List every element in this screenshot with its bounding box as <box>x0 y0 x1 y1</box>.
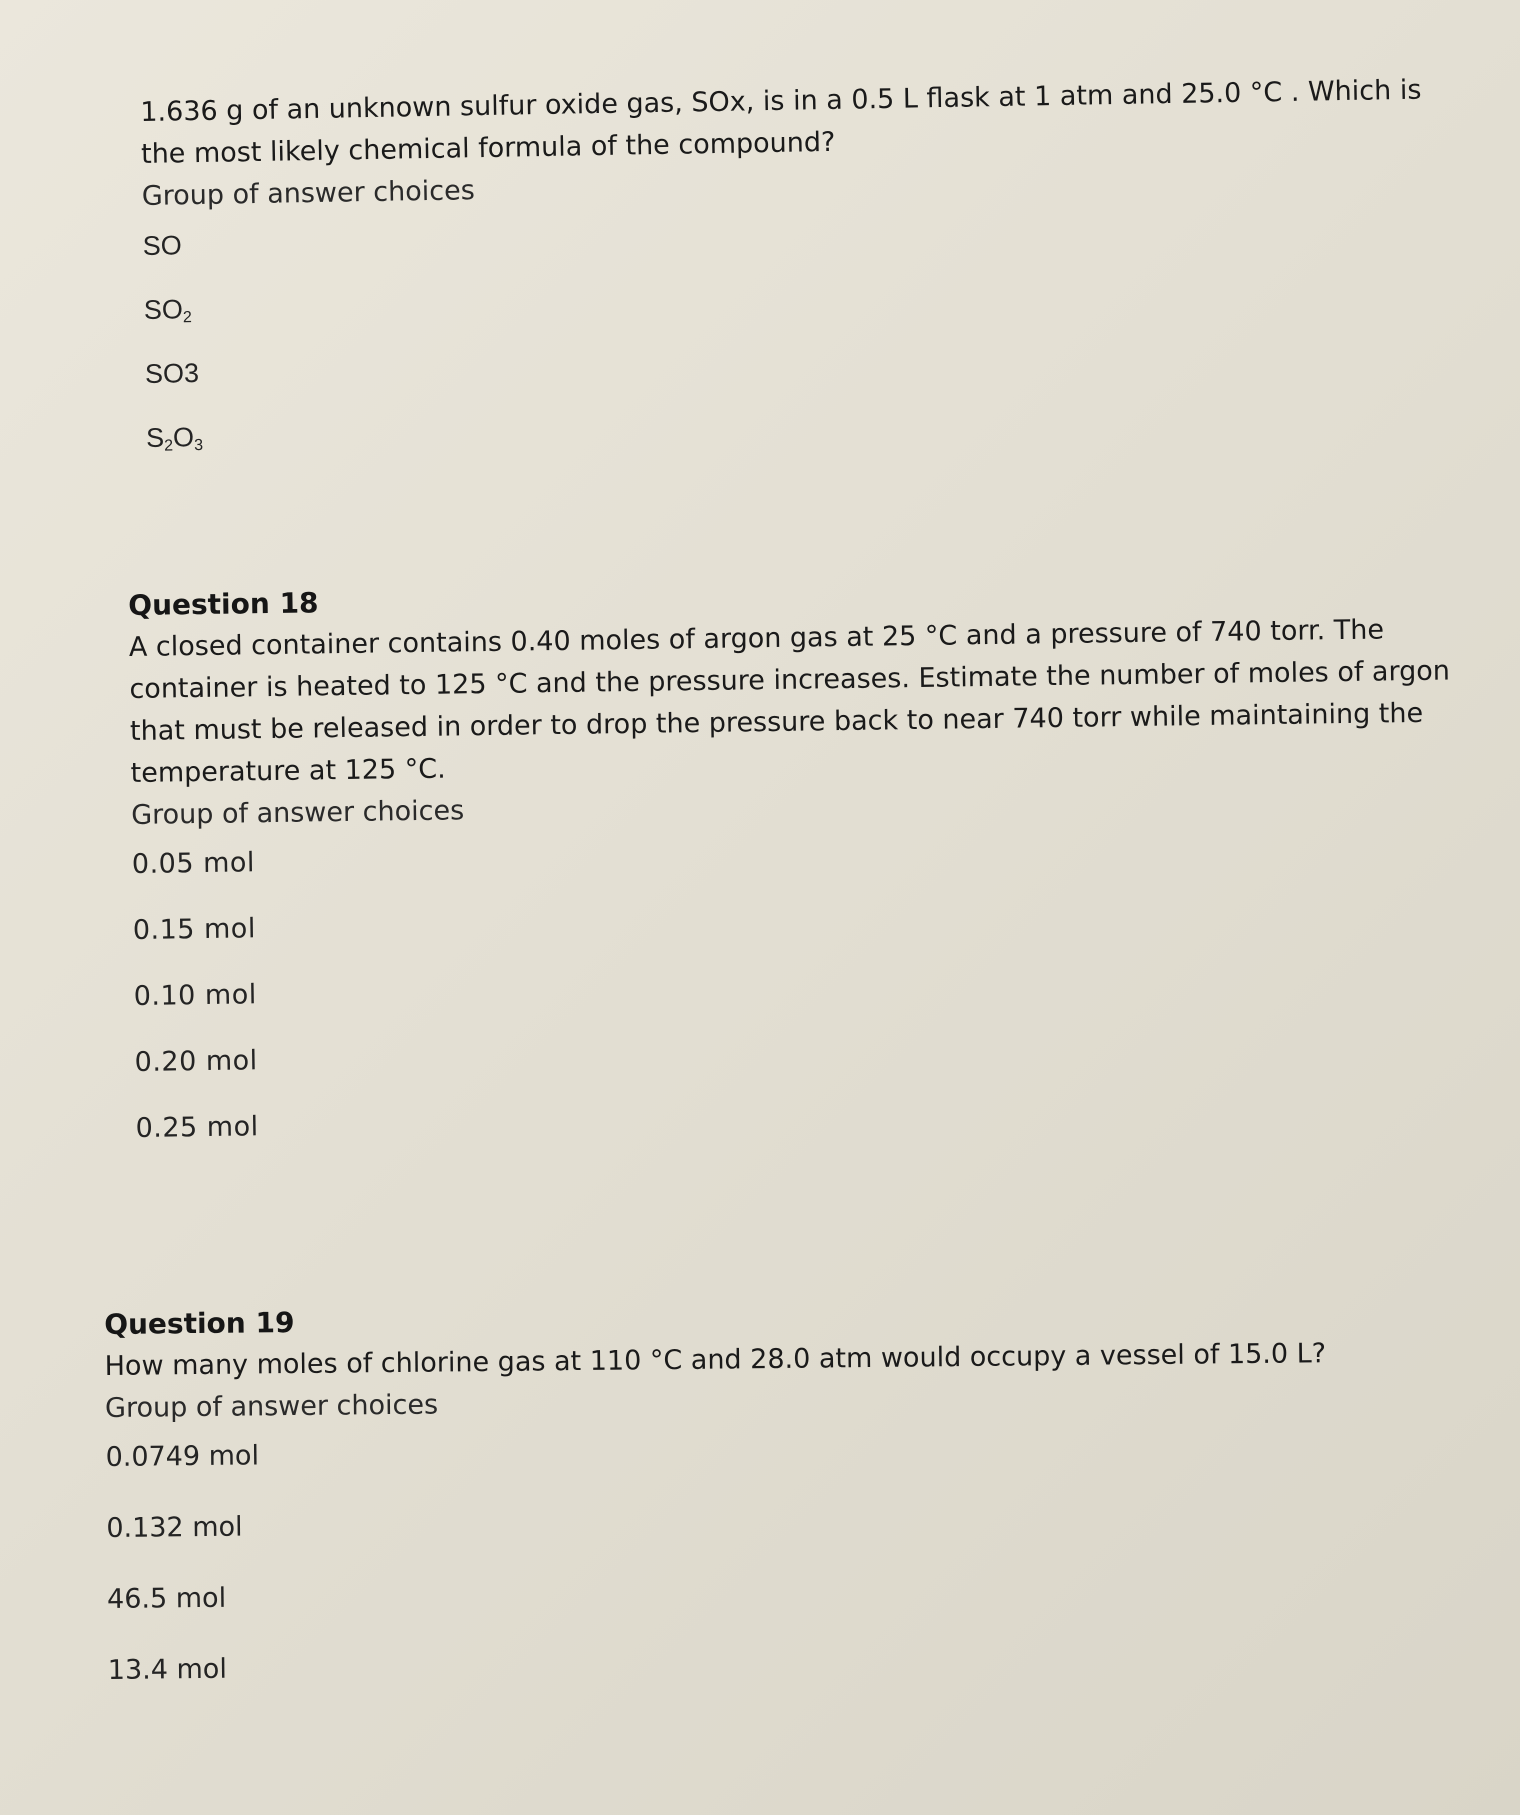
answer-choices <box>142 195 1476 474</box>
question-17 <box>140 69 1476 474</box>
question-19 <box>104 1290 1448 1714</box>
choice-text: SO <box>143 294 184 325</box>
answer-choice[interactable]: 0.15 mol <box>132 913 257 946</box>
answer-choices <box>105 1416 1448 1714</box>
question-title: Question 18 <box>128 586 319 622</box>
choice-text: SO <box>142 230 182 261</box>
answer-choice[interactable]: 46.5 mol <box>106 1582 227 1615</box>
answer-choice[interactable]: 0.132 mol <box>106 1511 243 1544</box>
question-prompt: How many moles of chlorine gas at 110 °C and 28.0 atm would occupy a vessel of 15.0 L? <box>104 1338 1327 1382</box>
choice-subscript: 2 <box>164 437 174 455</box>
answer-choice[interactable]: 0.0749 mol <box>105 1440 260 1473</box>
choice-text: S <box>145 422 165 453</box>
answer-choice[interactable]: 13.4 mol <box>107 1653 228 1686</box>
choice-subscript: 2 <box>182 309 193 327</box>
answer-choice[interactable]: 0.20 mol <box>134 1045 258 1078</box>
choice-subscript: 3 <box>193 436 204 455</box>
answer-choice[interactable]: 0.10 mol <box>133 979 257 1012</box>
answer-choices <box>132 818 1476 1167</box>
answer-choice[interactable]: 0.25 mol <box>135 1111 259 1144</box>
answer-group-label: Group of answer choices <box>131 795 465 831</box>
question-title: Question 19 <box>104 1306 295 1341</box>
choice-text: O <box>172 422 195 453</box>
choice-text: SO3 <box>144 358 200 389</box>
question-prompt: A closed container contains 0.40 moles of argon gas at 25 °C and a pressure of 740 torr. The container is heated to 125 °C and the pressure increases. Estimate the number of moles of argon that must be released in order to drop the pressure back to near 740 torr while maintaining the temperature at 125 °C. <box>128 614 1451 789</box>
answer-group-label: Group of answer choices <box>104 1389 439 1424</box>
answer-group-label: Group of answer choices <box>141 175 476 212</box>
answer-choice[interactable]: 0.05 mol <box>131 847 256 880</box>
question-18 <box>128 566 1476 1167</box>
question-prompt: 1.636 g of an unknown sulfur oxide gas, SOx, is in a 0.5 L flask at 1 atm and 25.0 °C . Which is the most likely chemical formula of the compound? <box>140 74 1422 170</box>
